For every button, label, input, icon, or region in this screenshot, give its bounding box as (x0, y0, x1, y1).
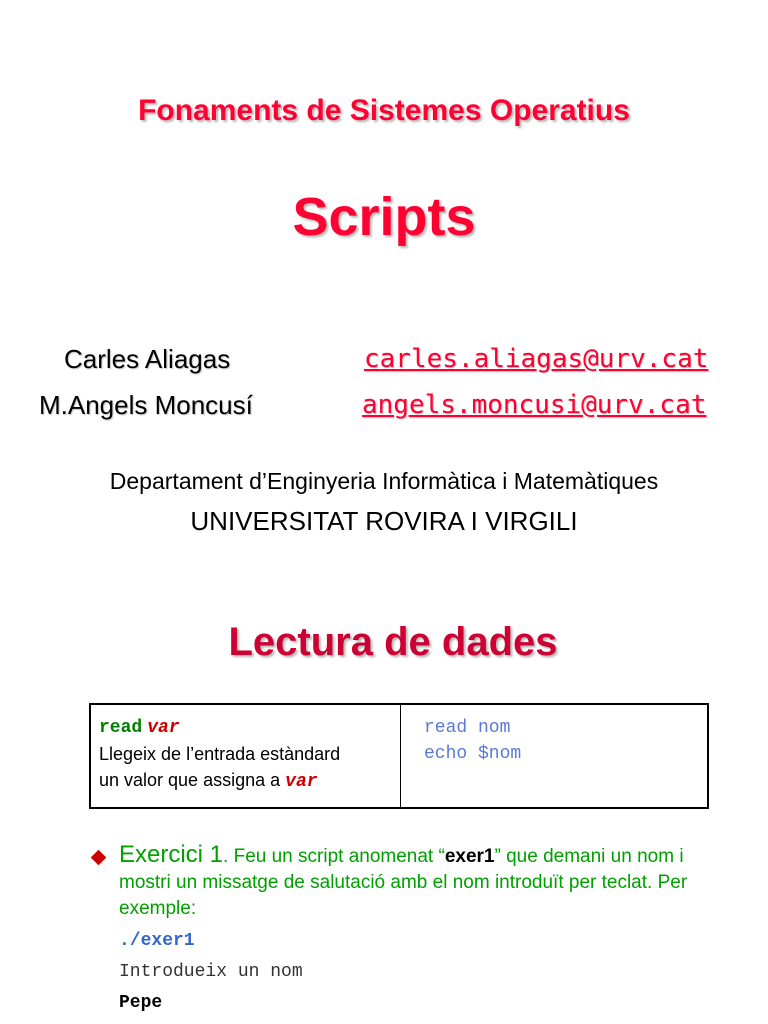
example-cell (424, 715, 521, 767)
example-command: ./exer1 (119, 931, 195, 951)
syntax-cell (99, 713, 395, 795)
author-email-link[interactable]: carles.aliagas@urv.cat (364, 344, 709, 374)
department-name: Departament d’Enginyeria Informàtica i Matemàtiques (109, 468, 659, 494)
course-title: Fonaments de Sistemes Operatius (138, 94, 630, 127)
author-name: Carles Aliagas (64, 344, 231, 374)
example-prompt: Introdueix un nom (119, 962, 303, 982)
exercise-label: Exercici 1 (119, 841, 224, 868)
author-name: M.Angels Moncusí (39, 390, 253, 420)
topic-title: Scripts (292, 187, 476, 247)
read-keyword: read (99, 718, 143, 738)
var-placeholder: var (147, 718, 180, 738)
section-title: Lectura de dades (228, 620, 558, 664)
syntax-line (99, 713, 395, 741)
example-code-line: read nom (424, 718, 511, 738)
exercise-text-part: ” que demani un nom i mostri un missatge de salutació amb el nom introduït per teclat. Per exemple: (119, 846, 688, 919)
var-placeholder: var (285, 772, 318, 792)
exercise-text (119, 842, 719, 922)
description-line (99, 767, 395, 795)
diamond-bullet-icon (91, 850, 107, 866)
exercise-text-part: . Feu un script anomenat “ (223, 846, 445, 867)
description-line: Llegeix de l’entrada estàndard (99, 744, 341, 764)
author-email-link[interactable]: angels.moncusi@urv.cat (362, 390, 707, 420)
script-name: exer1 (444, 846, 495, 867)
example-code-line: echo $nom (424, 744, 522, 764)
university-name: UNIVERSITAT ROVIRA I VIRGILI (190, 506, 578, 536)
table-divider (400, 705, 401, 807)
syntax-table (89, 703, 709, 809)
example-input: Pepe (119, 993, 163, 1013)
description-text: un valor que assigna a (99, 770, 286, 790)
